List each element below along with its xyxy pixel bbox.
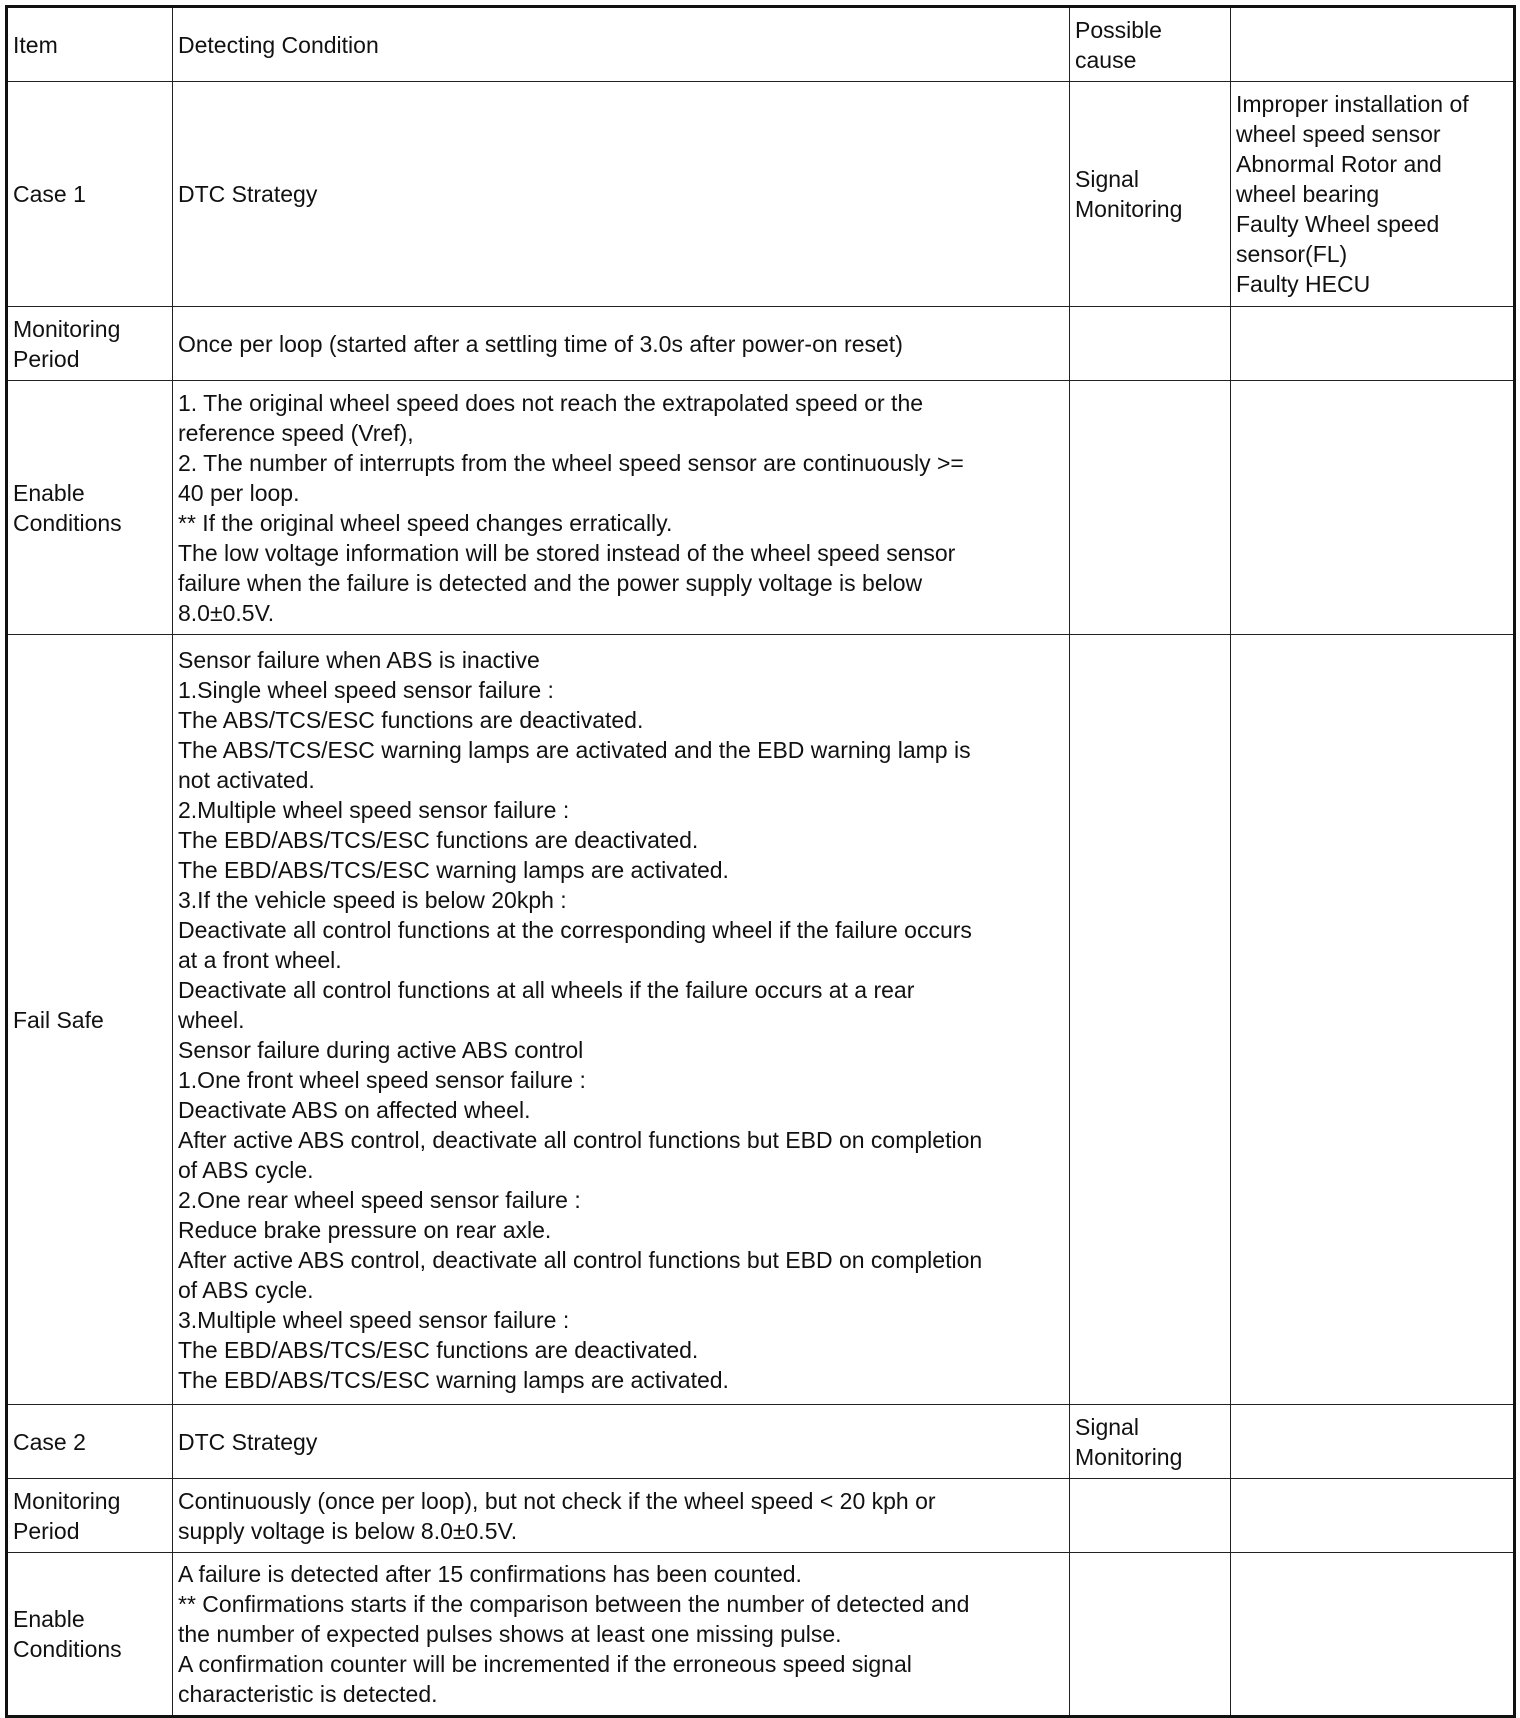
- header-detecting-condition: Detecting Condition: [173, 7, 1070, 82]
- failsafe-line: 1.Single wheel speed sensor failure :: [178, 676, 554, 703]
- empty-cell: [1231, 381, 1515, 635]
- case1-extra-line: sensor(FL): [1236, 241, 1348, 267]
- failsafe-condition: [173, 635, 1070, 1405]
- case2-condition: DTC Strategy: [173, 1405, 1070, 1479]
- failsafe-line: at a front wheel.: [178, 946, 342, 973]
- empty-cell: [1231, 1479, 1515, 1553]
- table-row-enable1: [7, 381, 1515, 635]
- case1-possible-causes: [1231, 82, 1515, 307]
- case1-extra-line: Abnormal Rotor and: [1236, 151, 1442, 177]
- enable1-line: 1. The original wheel speed does not reach the extrapolated speed or the: [178, 389, 924, 416]
- monitoring1-condition: Once per loop (started after a settling time of 3.0s after power-on reset): [173, 307, 1070, 381]
- enable2-item: [7, 1553, 173, 1717]
- failsafe-line: After active ABS control, deactivate all control functions but EBD on completion: [178, 1246, 983, 1273]
- empty-cell: [1070, 381, 1231, 635]
- empty-cell: [1070, 635, 1231, 1405]
- monitoring1-item-line: Period: [13, 345, 80, 372]
- empty-cell: [1231, 307, 1515, 381]
- enable2-line: ** Confirmations starts if the comparison between the number of detected and: [178, 1591, 970, 1617]
- header-extra: [1231, 7, 1515, 82]
- table-row-monitoring1: [7, 307, 1515, 381]
- case1-cause-line: Monitoring: [1075, 196, 1183, 222]
- header-item: Item: [7, 7, 173, 82]
- header-possible-cause: [1070, 7, 1231, 82]
- failsafe-line: not activated.: [178, 766, 315, 793]
- monitoring2-item-line: Period: [13, 1517, 80, 1544]
- failsafe-line: The EBD/ABS/TCS/ESC functions are deactivated.: [178, 1336, 699, 1363]
- table-header-row: [7, 7, 1515, 82]
- failsafe-line: Deactivate all control functions at all wheels if the failure occurs at a rear: [178, 976, 915, 1003]
- failsafe-line: After active ABS control, deactivate all control functions but EBD on completion: [178, 1126, 983, 1153]
- enable1-item-line: Conditions: [13, 509, 122, 536]
- case2-cause-line: Signal: [1075, 1413, 1139, 1440]
- enable2-item-line: Conditions: [13, 1636, 122, 1662]
- case1-extra-line: Faulty Wheel speed: [1236, 211, 1440, 237]
- monitoring2-item: [7, 1479, 173, 1553]
- enable1-line: 40 per loop.: [178, 479, 300, 506]
- enable1-line: ** If the original wheel speed changes erratically.: [178, 509, 673, 536]
- case1-extra-line: wheel bearing: [1236, 181, 1380, 207]
- empty-cell: [1070, 1553, 1231, 1717]
- enable2-line: the number of expected pulses shows at least one missing pulse.: [178, 1621, 842, 1647]
- case2-item: Case 2: [7, 1405, 173, 1479]
- failsafe-line: 3.Multiple wheel speed sensor failure :: [178, 1306, 570, 1333]
- enable1-condition: [173, 381, 1070, 635]
- enable1-line: 2. The number of interrupts from the wheel speed sensor are continuously >=: [178, 449, 964, 476]
- enable1-line: The low voltage information will be stored instead of the wheel speed sensor: [178, 539, 956, 566]
- monitoring1-item-line: Monitoring: [13, 315, 121, 342]
- monitoring2-line: Continuously (once per loop), but not check if the wheel speed < 20 kph or: [178, 1487, 936, 1514]
- empty-cell: [1231, 1553, 1515, 1717]
- failsafe-line: Deactivate ABS on affected wheel.: [178, 1096, 531, 1123]
- enable1-line: 8.0±0.5V.: [178, 599, 275, 626]
- empty-cell: [1070, 1479, 1231, 1553]
- monitoring2-condition: [173, 1479, 1070, 1553]
- empty-cell: [1231, 1405, 1515, 1479]
- empty-cell: [1070, 307, 1231, 381]
- table-row-failsafe: [7, 635, 1515, 1405]
- failsafe-line: of ABS cycle.: [178, 1156, 314, 1183]
- enable1-line: failure when the failure is detected and the power supply voltage is below: [178, 569, 923, 596]
- enable2-line: A confirmation counter will be incremented if the erroneous speed signal: [178, 1651, 912, 1677]
- table-row-case1: [7, 82, 1515, 307]
- case2-cause: [1070, 1405, 1231, 1479]
- monitoring2-item-line: Monitoring: [13, 1487, 121, 1514]
- failsafe-line: 2.One rear wheel speed sensor failure :: [178, 1186, 581, 1213]
- empty-cell: [1231, 635, 1515, 1405]
- failsafe-line: 1.One front wheel speed sensor failure :: [178, 1066, 586, 1093]
- failsafe-line: 3.If the vehicle speed is below 20kph :: [178, 886, 567, 913]
- case1-extra-line: wheel speed sensor: [1236, 121, 1441, 147]
- failsafe-line: of ABS cycle.: [178, 1276, 314, 1303]
- failsafe-line: Deactivate all control functions at the corresponding wheel if the failure occurs: [178, 916, 972, 943]
- failsafe-line: The ABS/TCS/ESC functions are deactivated.: [178, 706, 644, 733]
- enable1-line: reference speed (Vref),: [178, 419, 414, 446]
- case1-cause-line: Signal: [1075, 166, 1139, 192]
- enable2-condition: [173, 1553, 1070, 1717]
- header-cause-line: Possible: [1075, 16, 1162, 43]
- case1-extra-line: Improper installation of: [1236, 91, 1469, 117]
- enable1-item: [7, 381, 173, 635]
- failsafe-line: wheel.: [178, 1006, 245, 1033]
- failsafe-line: Sensor failure during active ABS control: [178, 1036, 584, 1063]
- failsafe-line: The EBD/ABS/TCS/ESC warning lamps are activated.: [178, 1366, 729, 1393]
- table-row-monitoring2: [7, 1479, 1515, 1553]
- failsafe-line: The EBD/ABS/TCS/ESC functions are deactivated.: [178, 826, 699, 853]
- monitoring2-line: supply voltage is below 8.0±0.5V.: [178, 1517, 518, 1544]
- failsafe-line: 2.Multiple wheel speed sensor failure :: [178, 796, 570, 823]
- monitoring1-item: [7, 307, 173, 381]
- case2-cause-line: Monitoring: [1075, 1443, 1183, 1470]
- enable2-line: A failure is detected after 15 confirmations has been counted.: [178, 1561, 802, 1587]
- failsafe-item: Fail Safe: [7, 635, 173, 1405]
- failsafe-line: The ABS/TCS/ESC warning lamps are activated and the EBD warning lamp is: [178, 736, 971, 763]
- enable1-item-line: Enable: [13, 479, 85, 506]
- table-row-case2: [7, 1405, 1515, 1479]
- enable2-item-line: Enable: [13, 1606, 85, 1632]
- case1-cause: [1070, 82, 1231, 307]
- failsafe-line: Sensor failure when ABS is inactive: [178, 646, 540, 673]
- failsafe-line: Reduce brake pressure on rear axle.: [178, 1216, 552, 1243]
- table-row-enable2: [7, 1553, 1515, 1717]
- header-cause-line: cause: [1075, 46, 1137, 73]
- enable2-line: characteristic is detected.: [178, 1681, 438, 1707]
- dtc-spec-table: [5, 5, 1516, 1718]
- failsafe-line: The EBD/ABS/TCS/ESC warning lamps are activated.: [178, 856, 729, 883]
- case1-item: Case 1: [7, 82, 173, 307]
- case1-condition: DTC Strategy: [173, 82, 1070, 307]
- case1-extra-line: Faulty HECU: [1236, 271, 1371, 297]
